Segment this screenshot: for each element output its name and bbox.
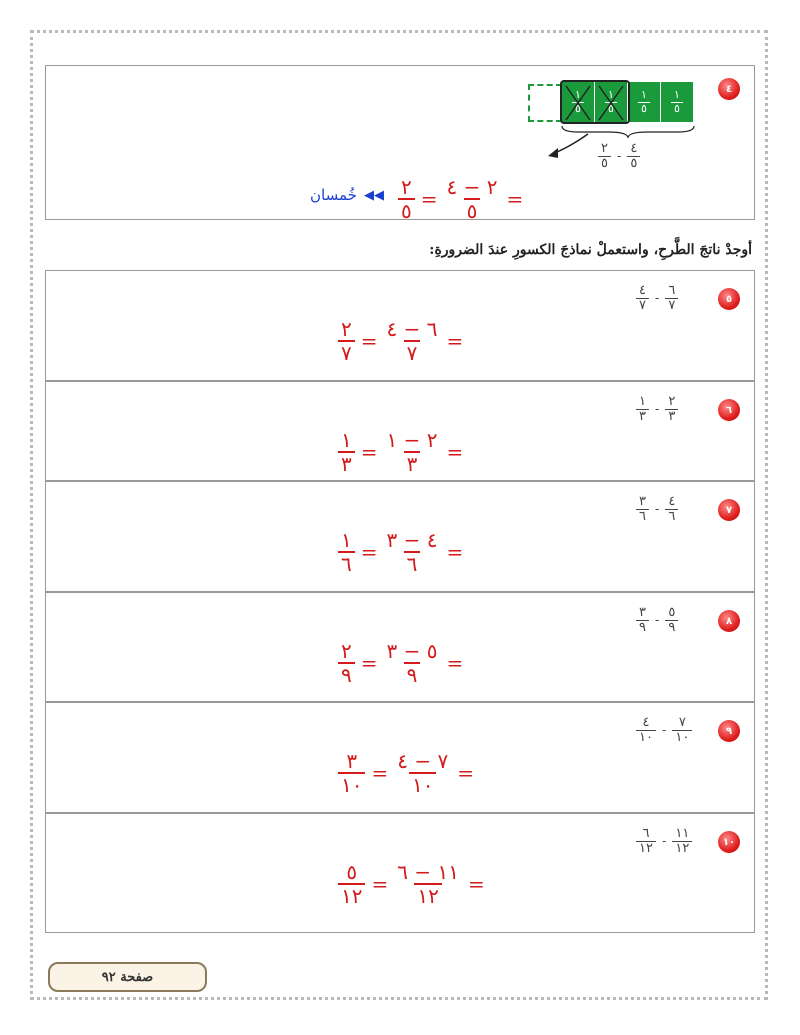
fraction-cell: $\frac{١}{٥}$ xyxy=(628,82,660,122)
fraction: $\frac{٧}{١٠}$ xyxy=(672,716,692,746)
problem-number-badge: ٨ xyxy=(718,610,740,632)
double-arrow-icon: ◀◀ xyxy=(364,188,384,203)
result-fraction: $\frac{٢}{٩}$ xyxy=(338,640,355,686)
problem-expression: $\frac{٣}{٩}$ - $\frac{٥}{٩}$ xyxy=(636,606,678,636)
step-fraction: $\frac{٢ - ٤}{٥}$ xyxy=(446,175,498,223)
example-expression: $\frac{٢}{٥}$ - $\frac{٤}{٥}$ xyxy=(598,142,640,172)
result-fraction: $\frac{٥}{١٢}$ xyxy=(338,861,365,907)
fraction: $\frac{٥}{٩}$ xyxy=(665,606,678,636)
fraction-cell: $\frac{١}{٥}$ xyxy=(595,82,627,122)
result-word: خُمسان xyxy=(310,186,357,204)
result-fraction: $\frac{١}{٣}$ xyxy=(338,429,355,475)
answer-line: $\frac{٣}{١٠}$ = $\frac{٧ - ٤}{١٠}$ = xyxy=(338,750,474,796)
problem-number-badge: ٥ xyxy=(718,288,740,310)
problem-number-badge: ٧ xyxy=(718,499,740,521)
fraction: $\frac{٦}{٧}$ xyxy=(665,284,678,314)
problem-number-badge: ١٠ xyxy=(718,831,740,853)
result-fraction: $\frac{١}{٦}$ xyxy=(338,529,355,575)
fraction: $\frac{١١}{١٢}$ xyxy=(672,827,692,857)
problem-expression: $\frac{١}{٣}$ - $\frac{٢}{٣}$ xyxy=(636,395,678,425)
fraction: $\frac{٦}{١٢}$ xyxy=(636,827,656,857)
problem-expression: $\frac{٣}{٦}$ - $\frac{٤}{٦}$ xyxy=(636,495,678,525)
fraction: $\frac{٤}{٧}$ xyxy=(636,284,649,314)
fraction: $\frac{٤}{٥}$ xyxy=(627,142,640,172)
result-fraction: $\frac{٢}{٧}$ xyxy=(338,318,355,364)
step-fraction: $\frac{٢ - ١}{٣}$ xyxy=(386,428,438,476)
problem-number-badge: ٦ xyxy=(718,399,740,421)
problem-number-badge: ٩ xyxy=(718,720,740,742)
step-fraction: $\frac{١١ - ٦}{١٢}$ xyxy=(397,860,459,908)
answer-line: $\frac{١}{٣}$ = $\frac{٢ - ١}{٣}$ = xyxy=(338,429,463,475)
fraction-cell: $\frac{١}{٥}$ xyxy=(562,82,594,122)
step-fraction: $\frac{٦ - ٤}{٧}$ xyxy=(386,317,438,365)
problem-expression: $\frac{٤}{١٠}$ - $\frac{٧}{١٠}$ xyxy=(636,716,692,746)
answer-line: $\frac{٥}{١٢}$ = $\frac{١١ - ٦}{١٢}$ = xyxy=(338,861,485,907)
answer-line: $\frac{٢}{٩}$ = $\frac{٥ - ٣}{٩}$ = xyxy=(338,640,463,686)
problem-expression: $\frac{٤}{٧}$ - $\frac{٦}{٧}$ xyxy=(636,284,678,314)
fraction-cell: $\frac{١}{٥}$ xyxy=(661,82,693,122)
answer-line: $\frac{١}{٦}$ = $\frac{٤ - ٣}{٦}$ = xyxy=(338,529,463,575)
fraction: $\frac{٤}{٦}$ xyxy=(665,495,678,525)
example-number-badge: ٤ xyxy=(718,78,740,100)
step-fraction: $\frac{٤ - ٣}{٦}$ xyxy=(386,528,438,576)
result-fraction: $\frac{٣}{١٠}$ xyxy=(338,750,365,796)
instruction-text: أوجدْ ناتجَ الطَّرحِ، واستعملْ نماذجَ الكسورِ عندَ الضرورةِ: xyxy=(429,242,752,258)
example-answer: $\frac{٢}{٥}$ = $\frac{٢ - ٤}{٥}$ = xyxy=(398,176,523,222)
answer-line: $\frac{٢}{٧}$ = $\frac{٦ - ٤}{٧}$ = xyxy=(338,318,463,364)
step-fraction: $\frac{٥ - ٣}{٩}$ xyxy=(386,639,438,687)
fraction: $\frac{٢}{٥}$ xyxy=(598,142,611,172)
step-fraction: $\frac{٧ - ٤}{١٠}$ xyxy=(397,749,449,797)
fraction: $\frac{١}{٣}$ xyxy=(636,395,649,425)
fraction: $\frac{٣}{٩}$ xyxy=(636,606,649,636)
fraction: $\frac{٣}{٦}$ xyxy=(636,495,649,525)
fraction: $\frac{٢}{٣}$ xyxy=(665,395,678,425)
result-fraction: $\frac{٢}{٥}$ xyxy=(398,176,415,222)
fraction: $\frac{٤}{١٠}$ xyxy=(636,716,656,746)
problem-expression: $\frac{٦}{١٢}$ - $\frac{١١}{١٢}$ xyxy=(636,827,692,857)
page-number: صفحة ٩٢ xyxy=(48,962,207,992)
